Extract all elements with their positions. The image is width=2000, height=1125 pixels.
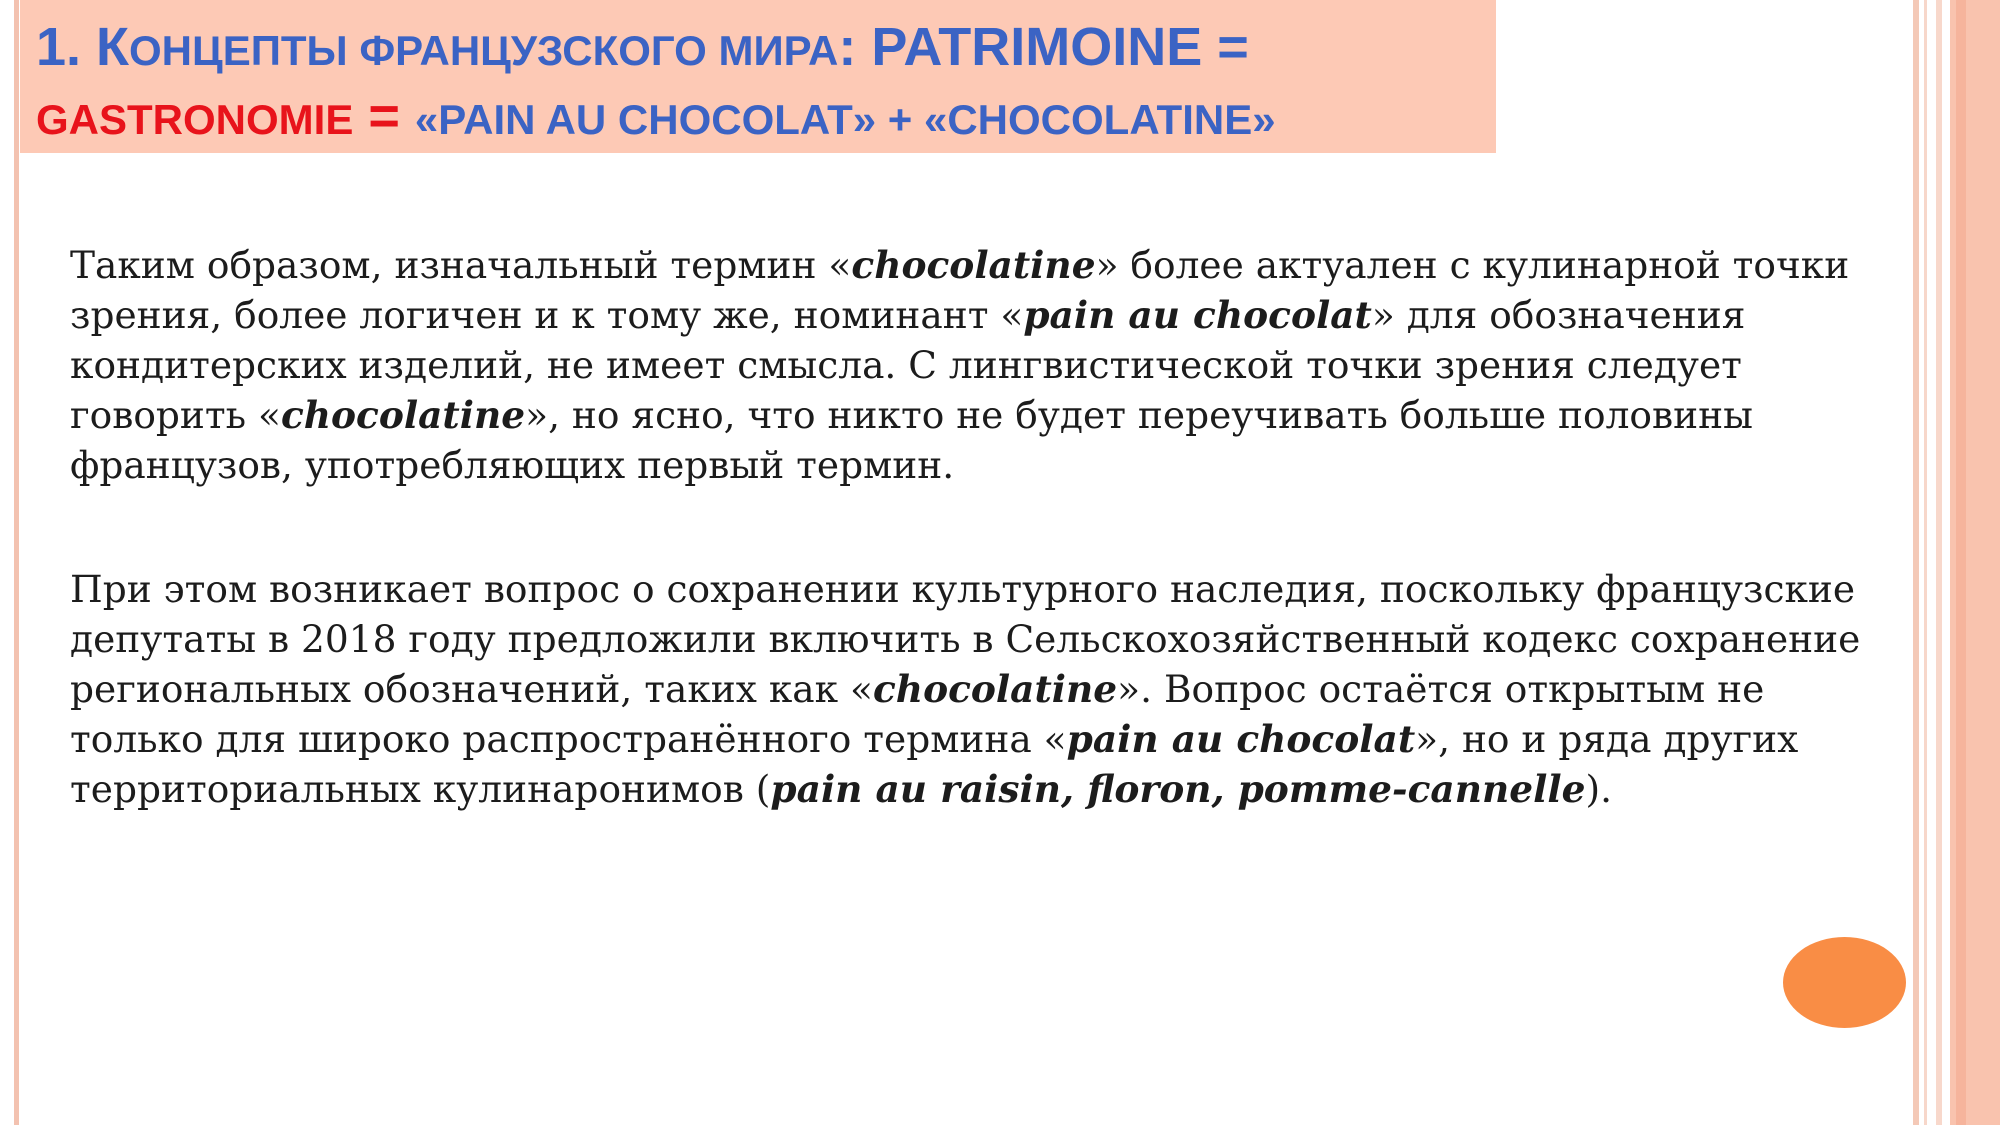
right-stripe-2 <box>1924 0 1927 1125</box>
title-colon: : <box>838 17 872 77</box>
text: территориальных кулинаронимов ( <box>70 767 771 811</box>
text: говорить « <box>70 393 281 437</box>
term-chocolatine: chocolatine <box>280 393 526 437</box>
term-pain-au-chocolat: pain au chocolat <box>1023 293 1372 337</box>
term-pain-au-chocolat: pain au chocolat <box>1066 717 1416 761</box>
title-equals: = <box>353 86 415 146</box>
orange-oval-decoration <box>1783 937 1906 1028</box>
title-initial: К <box>96 17 130 77</box>
p1-line-5: французов, употребляющих первый термин. <box>70 443 955 487</box>
text: зрения, более логичен и к тому же, номинант « <box>70 293 1024 337</box>
p2-line-3 <box>70 664 1900 714</box>
text: ». Вопрос остаётся открытым не <box>1117 667 1765 711</box>
term-chocolatine: chocolatine <box>851 243 1096 287</box>
title-patrimoine: PATRIMOINE = <box>871 17 1249 77</box>
title-number: 1. <box>36 17 97 77</box>
title-gastronomie: GASTRONOMIE <box>36 96 354 143</box>
p1-line-3: кондитерских изделий, не имеет смысла. С лингвистической точки зрения следует <box>70 343 1742 387</box>
text: » для обозначения <box>1371 293 1746 337</box>
p1-line-1 <box>70 240 1900 290</box>
p2-line-5 <box>70 764 1900 814</box>
paragraph-2 <box>70 564 1900 814</box>
slide-body <box>70 240 1900 888</box>
text: » более актуален с кулинарной точки <box>1095 243 1850 287</box>
p2-line-4 <box>70 714 1900 764</box>
text: », но и ряда других <box>1415 717 1799 761</box>
text: только для широко распространённого термина « <box>70 717 1067 761</box>
right-stripe-3 <box>1936 0 1942 1125</box>
slide-title <box>20 0 1496 153</box>
p1-line-2 <box>70 290 1900 340</box>
title-concepts: ОНЦЕПТЫ ФРАНЦУЗСКОГО МИРА <box>129 27 839 74</box>
term-culinary-list: pain au raisin, floron, pomme-cannelle <box>770 767 1586 811</box>
text: ). <box>1585 767 1613 811</box>
p2-line-1: При этом возникает вопрос о сохранении культурного наследия, поскольку французские <box>70 567 1856 611</box>
left-accent-stripe <box>14 0 19 1125</box>
p2-line-2: депутаты в 2018 году предложили включить в Сельскохозяйственный кодекс сохранение <box>70 617 1861 661</box>
title-line-1 <box>36 14 1496 84</box>
p1-line-4 <box>70 390 1900 440</box>
title-line-2 <box>36 84 1496 152</box>
term-chocolatine: chocolatine <box>872 667 1118 711</box>
right-stripe-1 <box>1913 0 1919 1125</box>
text: региональных обозначений, таких как « <box>70 667 873 711</box>
title-pain-chocolatine: «PAIN AU CHOCOLAT» + «CHOCOLATINE» <box>414 96 1276 143</box>
right-stripe-5 <box>1956 0 1966 1125</box>
text: », но ясно, что никто не будет переучивать больше половины <box>525 393 1753 437</box>
paragraph-1 <box>70 240 1900 490</box>
text: Таким образом, изначальный термин « <box>70 243 852 287</box>
